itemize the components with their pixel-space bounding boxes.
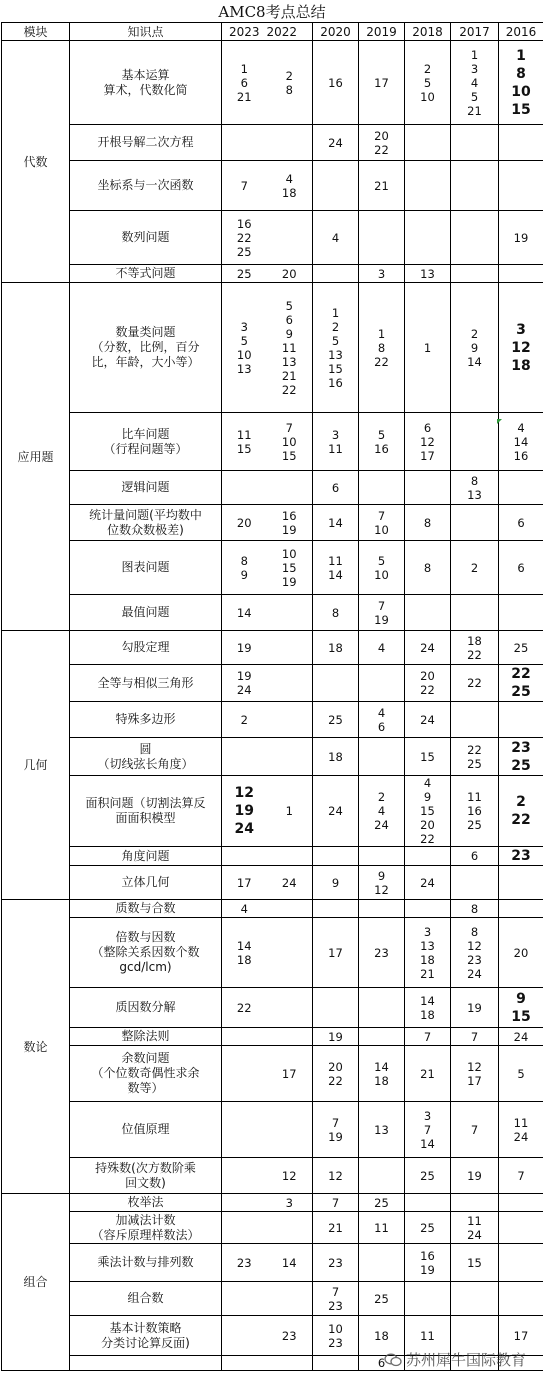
year-cell-2016: 22 25 — [499, 665, 544, 702]
year-cell-2019: 3 — [359, 265, 405, 283]
year-cell-2017: 12 17 — [451, 1046, 499, 1102]
table-row — [2, 866, 544, 900]
table-row — [2, 1282, 544, 1316]
year-cell-2016 — [499, 900, 544, 918]
header-2017: 2017 — [451, 23, 499, 41]
year-cell-2020 — [313, 161, 359, 211]
watermark — [384, 1349, 526, 1370]
year-cell-2023 — [222, 1356, 267, 1371]
year-cell-2020: 18 — [313, 738, 359, 776]
year-cell-2016: 1 8 10 15 — [499, 41, 544, 125]
year-cell-2017 — [451, 866, 499, 900]
year-cell-2016 — [499, 265, 544, 283]
year-cell-2022 — [267, 1356, 313, 1371]
year-cell-2019: 25 — [359, 1194, 405, 1212]
year-cell-2018: 1 — [405, 283, 451, 413]
year-cell-2020: 14 — [313, 505, 359, 541]
year-cell-2017 — [451, 125, 499, 161]
year-cell-2017 — [451, 265, 499, 283]
year-cell-2018: 6 12 17 — [405, 413, 451, 471]
year-cell-2019: 20 22 — [359, 125, 405, 161]
year-cell-2016 — [499, 1212, 544, 1244]
year-cell-2022 — [267, 631, 313, 665]
year-cell-2020: 18 — [313, 631, 359, 665]
topic-cell: 基本计数策略 分类讨论算反面) — [70, 1316, 222, 1356]
year-cell-2022: 17 — [267, 1046, 313, 1102]
year-cell-2018: 14 18 — [405, 988, 451, 1028]
year-cell-2023: 16 22 25 — [222, 211, 267, 265]
year-cell-2019 — [359, 738, 405, 776]
year-cell-2023: 4 — [222, 900, 267, 918]
topic-cell: 逻辑问题 — [70, 471, 222, 505]
year-cell-2018 — [405, 161, 451, 211]
year-cell-2020 — [313, 900, 359, 918]
year-cell-2020: 24 — [313, 125, 359, 161]
topic-cell: 乘法计数与排列数 — [70, 1244, 222, 1282]
topic-cell: 坐标系与一次函数 — [70, 161, 222, 211]
year-cell-2016: 19 — [499, 211, 544, 265]
year-cell-2018 — [405, 595, 451, 631]
year-cell-2019 — [359, 900, 405, 918]
year-cell-2020: 8 — [313, 595, 359, 631]
year-cell-2019: 18 — [359, 1316, 405, 1356]
module-combinatorics: 组合 — [2, 1194, 70, 1371]
year-cell-2023: 11 15 — [222, 413, 267, 471]
year-cell-2023 — [222, 471, 267, 505]
year-cell-2020: 7 — [313, 1194, 359, 1212]
year-cell-2018: 25 — [405, 1158, 451, 1194]
table-row — [2, 1028, 544, 1046]
year-cell-2023: 23 — [222, 1244, 267, 1282]
year-cell-2017: 8 — [451, 900, 499, 918]
year-cell-2023: 3 5 10 13 — [222, 283, 267, 413]
header-2023: 2023 — [222, 23, 267, 41]
topic-cell: 持殊数(次方数阶乘 回文数) — [70, 1158, 222, 1194]
topic-cell: 质数与合数 — [70, 900, 222, 918]
header-2016: 2016 — [499, 23, 544, 41]
module-number-theory: 数论 — [2, 900, 70, 1194]
year-cell-2023 — [222, 1212, 267, 1244]
year-cell-2020: 16 — [313, 41, 359, 125]
year-cell-2023: 2 — [222, 702, 267, 738]
year-cell-2022: 12 — [267, 1158, 313, 1194]
year-cell-2022 — [267, 900, 313, 918]
year-cell-2022 — [267, 1028, 313, 1046]
year-cell-2018: 24 — [405, 631, 451, 665]
year-cell-2022: 2 8 — [267, 41, 313, 125]
year-cell-2020: 23 — [313, 1244, 359, 1282]
year-cell-2023: 14 — [222, 595, 267, 631]
year-cell-2016: 23 25 — [499, 738, 544, 776]
table-row — [2, 1158, 544, 1194]
year-cell-2016: 7 — [499, 1158, 544, 1194]
year-cell-2019: 5 16 — [359, 413, 405, 471]
year-cell-2018: 11 — [405, 1316, 451, 1356]
year-cell-2016: 2 22 — [499, 776, 544, 847]
year-cell-2023: 12 19 24 — [222, 776, 267, 847]
year-cell-2018: 24 — [405, 702, 451, 738]
header-2019: 2019 — [359, 23, 405, 41]
topic-cell: 倍数与因数 （整除关系因数个数 gcd/lcm) — [70, 918, 222, 988]
year-cell-2019: 13 — [359, 1102, 405, 1158]
year-cell-2020: 21 — [313, 1212, 359, 1244]
year-cell-2022: 23 — [267, 1316, 313, 1356]
year-cell-2023: 22 — [222, 988, 267, 1028]
year-cell-2018 — [405, 471, 451, 505]
table-row — [2, 918, 544, 988]
year-cell-2022: 20 — [267, 265, 313, 283]
year-cell-2016 — [499, 1282, 544, 1316]
year-cell-2020: 20 22 — [313, 1046, 359, 1102]
topic-cell: 整除法则 — [70, 1028, 222, 1046]
year-cell-2019: 21 — [359, 161, 405, 211]
year-cell-2018 — [405, 1194, 451, 1212]
year-cell-2019: 23 — [359, 918, 405, 988]
cell-comment-marker — [497, 419, 502, 424]
year-cell-2016 — [499, 595, 544, 631]
year-cell-2018 — [405, 125, 451, 161]
year-cell-2016: 9 15 — [499, 988, 544, 1028]
topic-cell: 位值原理 — [70, 1102, 222, 1158]
year-cell-2023 — [222, 1194, 267, 1212]
year-cell-2017 — [451, 1282, 499, 1316]
year-cell-2017: 18 22 — [451, 631, 499, 665]
year-cell-2020: 1 2 5 13 15 16 — [313, 283, 359, 413]
table-row — [2, 1212, 544, 1244]
year-cell-2016: 6 — [499, 541, 544, 595]
year-cell-2020: 3 11 — [313, 413, 359, 471]
year-cell-2022 — [267, 471, 313, 505]
year-cell-2017 — [451, 702, 499, 738]
year-cell-2018 — [405, 900, 451, 918]
table-row — [2, 595, 544, 631]
year-cell-2017 — [451, 211, 499, 265]
table-row — [2, 702, 544, 738]
topic-cell: 基本运算 算术，代数化简 — [70, 41, 222, 125]
table-row — [2, 541, 544, 595]
header-2022: 2022 — [267, 23, 313, 41]
year-cell-2019: 17 — [359, 41, 405, 125]
year-cell-2016: 5 — [499, 1046, 544, 1102]
topic-cell: 最值问题 — [70, 595, 222, 631]
table-row — [2, 1102, 544, 1158]
table-row — [2, 738, 544, 776]
year-cell-2022 — [267, 125, 313, 161]
year-cell-2020 — [313, 988, 359, 1028]
year-cell-2020: 7 19 — [313, 1102, 359, 1158]
year-cell-2016: 20 — [499, 918, 544, 988]
topic-cell: 质因数分解 — [70, 988, 222, 1028]
topic-cell: 数量类问题 （分数，比例，百分 比，年龄，大小等） — [70, 283, 222, 413]
year-cell-2023 — [222, 1282, 267, 1316]
year-cell-2022 — [267, 918, 313, 988]
year-cell-2020 — [313, 847, 359, 866]
year-cell-2023 — [222, 1046, 267, 1102]
year-cell-2019 — [359, 1158, 405, 1194]
table-row — [2, 413, 544, 471]
year-cell-2022 — [267, 1102, 313, 1158]
year-cell-2018: 8 — [405, 541, 451, 595]
table-row — [2, 505, 544, 541]
year-cell-2023: 25 — [222, 265, 267, 283]
year-cell-2017: 7 — [451, 1028, 499, 1046]
year-cell-2023: 8 9 — [222, 541, 267, 595]
year-cell-2017: 1 3 4 5 21 — [451, 41, 499, 125]
year-cell-2019: 25 — [359, 1282, 405, 1316]
year-cell-2023: 1 6 21 — [222, 41, 267, 125]
year-cell-2023: 19 — [222, 631, 267, 665]
year-cell-2022: 7 10 15 — [267, 413, 313, 471]
exam-topic-table — [1, 22, 543, 1390]
year-cell-2022: 16 19 — [267, 505, 313, 541]
year-cell-2020: 11 14 — [313, 541, 359, 595]
year-cell-2016: 23 — [499, 847, 544, 866]
year-cell-2017 — [451, 161, 499, 211]
topic-cell: 立体几何 — [70, 866, 222, 900]
year-cell-2020: 24 — [313, 776, 359, 847]
year-cell-2017: 22 — [451, 665, 499, 702]
year-cell-2022 — [267, 211, 313, 265]
year-cell-2022 — [267, 847, 313, 866]
page-title: AMC8考点总结 — [218, 3, 326, 21]
year-cell-2017: 8 13 — [451, 471, 499, 505]
year-cell-2023: 19 24 — [222, 665, 267, 702]
module-application: 应用题 — [2, 283, 70, 631]
header-module: 模块 — [2, 23, 70, 41]
year-cell-2016 — [499, 471, 544, 505]
year-cell-2019 — [359, 1244, 405, 1282]
year-cell-2017: 19 — [451, 1158, 499, 1194]
module-algebra: 代数 — [2, 41, 70, 283]
table-row — [2, 665, 544, 702]
year-cell-2020 — [313, 265, 359, 283]
table-row — [2, 988, 544, 1028]
year-cell-2022: 14 — [267, 1244, 313, 1282]
year-cell-2019: 2 4 24 — [359, 776, 405, 847]
topic-cell: 全等与相似三角形 — [70, 665, 222, 702]
year-cell-2022 — [267, 988, 313, 1028]
table-row — [2, 1244, 544, 1282]
year-cell-2016: 6 — [499, 505, 544, 541]
year-cell-2018: 24 — [405, 866, 451, 900]
year-cell-2019: 4 — [359, 631, 405, 665]
year-cell-2023 — [222, 1102, 267, 1158]
year-cell-2016: 4 14 16 — [499, 413, 544, 471]
year-cell-2019: 5 10 — [359, 541, 405, 595]
year-cell-2017 — [451, 1194, 499, 1212]
year-cell-2018 — [405, 847, 451, 866]
year-cell-2019: 1 8 22 — [359, 283, 405, 413]
year-cell-2019: 4 6 — [359, 702, 405, 738]
year-cell-2016: 3 12 18 — [499, 283, 544, 413]
year-cell-2019: 7 19 — [359, 595, 405, 631]
topic-cell: 数列问题 — [70, 211, 222, 265]
year-cell-2017 — [451, 413, 499, 471]
year-cell-2020 — [313, 665, 359, 702]
module-geometry: 几何 — [2, 631, 70, 900]
year-cell-2018 — [405, 211, 451, 265]
year-cell-2023: 17 — [222, 866, 267, 900]
topic-cell: 特殊多边形 — [70, 702, 222, 738]
year-cell-2017: 6 — [451, 847, 499, 866]
topic-cell: 余数问题 （个位数奇偶性求余 数等） — [70, 1046, 222, 1102]
year-cell-2023 — [222, 1028, 267, 1046]
table-row — [2, 41, 544, 125]
year-cell-2017: 11 24 — [451, 1212, 499, 1244]
year-cell-2019 — [359, 1028, 405, 1046]
topic-cell: 角度问题 — [70, 847, 222, 866]
header-2020: 2020 — [313, 23, 359, 41]
year-cell-2023 — [222, 1316, 267, 1356]
header-2018: 2018 — [405, 23, 451, 41]
topic-cell: 图表问题 — [70, 541, 222, 595]
year-cell-2016 — [499, 125, 544, 161]
topic-cell: 组合数 — [70, 1282, 222, 1316]
year-cell-2020: 25 — [313, 702, 359, 738]
year-cell-2019 — [359, 471, 405, 505]
year-cell-2018: 25 — [405, 1212, 451, 1244]
year-cell-2020: 4 — [313, 211, 359, 265]
year-cell-2019: 7 10 — [359, 505, 405, 541]
year-cell-2022: 10 15 19 — [267, 541, 313, 595]
year-cell-2018: 3 7 14 — [405, 1102, 451, 1158]
year-cell-2022: 24 — [267, 866, 313, 900]
year-cell-2022 — [267, 665, 313, 702]
table-row — [2, 1046, 544, 1102]
year-cell-2019 — [359, 988, 405, 1028]
year-cell-2016: 17 — [499, 1316, 544, 1356]
year-cell-2018: 13 — [405, 265, 451, 283]
year-cell-2022: 5 6 9 11 13 21 22 — [267, 283, 313, 413]
year-cell-2020: 12 — [313, 1158, 359, 1194]
year-cell-2016: 25 — [499, 631, 544, 665]
year-cell-2018 — [405, 1282, 451, 1316]
year-cell-2017 — [451, 505, 499, 541]
year-cell-2017: 8 12 23 24 — [451, 918, 499, 988]
table-row — [2, 471, 544, 505]
table-row — [2, 631, 544, 665]
year-cell-2022: 3 — [267, 1194, 313, 1212]
year-cell-2017: 7 — [451, 1102, 499, 1158]
year-cell-2022 — [267, 738, 313, 776]
year-cell-2020: 7 23 — [313, 1282, 359, 1316]
table-row — [2, 283, 544, 413]
topic-cell: 统计量问题(平均数中 位数众数极差) — [70, 505, 222, 541]
topic-cell: 加减法计数 （容斥原理样数法） — [70, 1212, 222, 1244]
year-cell-2022 — [267, 702, 313, 738]
year-cell-2023 — [222, 847, 267, 866]
header-topic: 知识点 — [70, 23, 222, 41]
year-cell-2020: 9 — [313, 866, 359, 900]
topic-cell: 枚举法 — [70, 1194, 222, 1212]
year-cell-2022 — [267, 1212, 313, 1244]
table-row — [2, 161, 544, 211]
table-row — [2, 900, 544, 918]
table-row — [2, 265, 544, 283]
year-cell-2023 — [222, 738, 267, 776]
topic-cell: 开根号解二次方程 — [70, 125, 222, 161]
year-cell-2018: 7 — [405, 1028, 451, 1046]
year-cell-2017: 2 9 14 — [451, 283, 499, 413]
topic-cell: 勾股定理 — [70, 631, 222, 665]
watermark-text: 苏州犀牛国际教育 — [405, 1351, 526, 1369]
year-cell-2018: 4 9 15 20 22 — [405, 776, 451, 847]
year-cell-2017: 15 — [451, 1244, 499, 1282]
year-cell-2017: 22 25 — [451, 738, 499, 776]
year-cell-2019 — [359, 211, 405, 265]
topic-cell — [70, 1356, 222, 1371]
year-cell-2023: 14 18 — [222, 918, 267, 988]
year-cell-2020: 19 — [313, 1028, 359, 1046]
year-cell-2022: 4 18 — [267, 161, 313, 211]
year-cell-2017: 2 — [451, 541, 499, 595]
year-cell-2023 — [222, 125, 267, 161]
year-cell-2016 — [499, 866, 544, 900]
table-row — [2, 847, 544, 866]
year-cell-2019: 6 — [359, 1356, 405, 1371]
topic-cell: 面积问题（切割法算反 面面积模型 — [70, 776, 222, 847]
year-cell-2019 — [359, 665, 405, 702]
wechat-icon — [384, 1353, 402, 1367]
table-row — [2, 211, 544, 265]
year-cell-2019 — [359, 847, 405, 866]
topic-cell: 圆 （切线弦长角度） — [70, 738, 222, 776]
year-cell-2019: 9 12 — [359, 866, 405, 900]
topic-cell: 不等式问题 — [70, 265, 222, 283]
topic-cell: 比车问题 （行程问题等） — [70, 413, 222, 471]
year-cell-2023: 20 — [222, 505, 267, 541]
year-cell-2018: 20 22 — [405, 665, 451, 702]
year-cell-2018: 3 13 18 21 — [405, 918, 451, 988]
year-cell-2016 — [499, 702, 544, 738]
year-cell-2019: 11 — [359, 1212, 405, 1244]
table-row — [2, 125, 544, 161]
header-row — [2, 23, 544, 41]
year-cell-2020: 10 23 — [313, 1316, 359, 1356]
year-cell-2018: 2 5 10 — [405, 41, 451, 125]
year-cell-2017: 11 16 25 — [451, 776, 499, 847]
year-cell-2020: 17 — [313, 918, 359, 988]
year-cell-2016 — [499, 1194, 544, 1212]
year-cell-2018: 16 19 — [405, 1244, 451, 1282]
year-cell-2020: 6 — [313, 471, 359, 505]
table-row — [2, 776, 544, 847]
table-row — [2, 1194, 544, 1212]
year-cell-2017: 19 — [451, 988, 499, 1028]
year-cell-2017 — [451, 595, 499, 631]
year-cell-2018: 8 — [405, 505, 451, 541]
year-cell-2016 — [499, 161, 544, 211]
year-cell-2016: 24 — [499, 1028, 544, 1046]
year-cell-2023 — [222, 1158, 267, 1194]
year-cell-2018: 15 — [405, 738, 451, 776]
year-cell-2016 — [499, 1244, 544, 1282]
year-cell-2020 — [313, 1356, 359, 1371]
year-cell-2016: 11 24 — [499, 1102, 544, 1158]
year-cell-2019: 14 18 — [359, 1046, 405, 1102]
year-cell-2022 — [267, 1282, 313, 1316]
year-cell-2022 — [267, 595, 313, 631]
year-cell-2023: 7 — [222, 161, 267, 211]
year-cell-2018: 21 — [405, 1046, 451, 1102]
year-cell-2022: 1 — [267, 776, 313, 847]
